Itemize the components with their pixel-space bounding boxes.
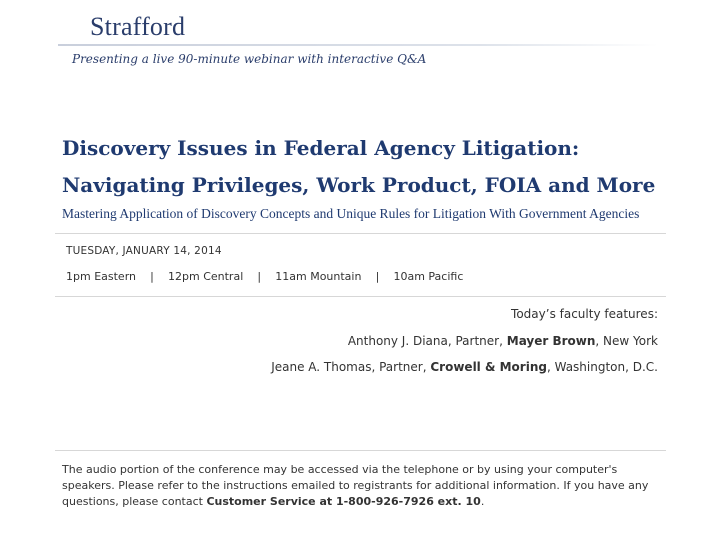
webinar-date: TUESDAY, JANUARY 14, 2014: [66, 245, 222, 257]
faculty-name: Jeane A. Thomas, Partner,: [271, 360, 427, 374]
strafford-logo: Strafford: [90, 12, 186, 41]
header-divider: [58, 44, 658, 46]
time-pacific: 10am Pacific: [393, 270, 464, 283]
title-line-2: Navigating Privileges, Work Product, FOIA and More: [62, 173, 656, 197]
title-line-1: Discovery Issues in Federal Agency Litigation:: [62, 136, 580, 160]
notice-end: .: [480, 495, 485, 508]
audio-notice: [62, 462, 662, 510]
time-separator: |: [150, 270, 154, 283]
divider-middle: [55, 296, 666, 297]
time-mountain: 11am Mountain: [275, 270, 362, 283]
time-separator: |: [375, 270, 380, 283]
faculty-member: [348, 334, 658, 348]
time-separator: |: [257, 270, 262, 283]
faculty-heading: Today’s faculty features:: [511, 307, 658, 321]
webinar-times: [66, 270, 463, 283]
faculty-location: , Washington, D.C.: [546, 360, 658, 374]
webinar-subtitle: Mastering Application of Discovery Concepts and Unique Rules for Litigation With Government Agencies: [62, 206, 640, 221]
notice-text: The audio portion of the conference may be accessed via the telephone or by using your computer's speakers. Please refer to the instructions emailed to registrants for additional information. If you have any questions, please contact: [62, 463, 649, 508]
faculty-name: Anthony J. Diana, Partner,: [347, 334, 503, 348]
time-eastern: 1pm Eastern: [66, 270, 136, 283]
time-central: 12pm Central: [168, 270, 244, 283]
divider-top: [55, 233, 666, 234]
webinar-tagline: Presenting a live 90-minute webinar with interactive Q&A: [72, 52, 427, 66]
faculty-firm: Crowell & Moring: [430, 360, 547, 374]
faculty-member: [271, 360, 658, 374]
webinar-title: [62, 130, 712, 204]
divider-bottom: [55, 450, 666, 451]
faculty-location: , New York: [595, 334, 658, 348]
customer-service-contact: Customer Service at 1-800-926-7926 ext. 10: [206, 495, 481, 508]
faculty-firm: Mayer Brown: [506, 334, 596, 348]
